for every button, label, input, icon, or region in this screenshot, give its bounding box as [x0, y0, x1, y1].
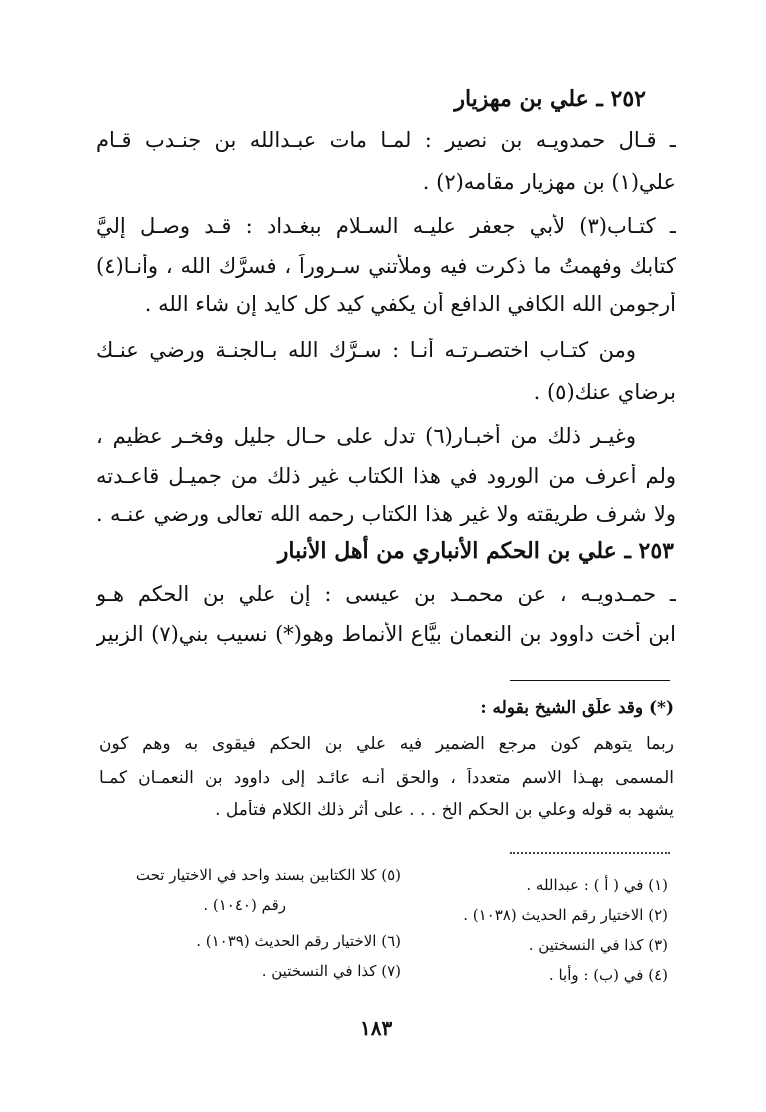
- entry-252-p3-line2: برضاي عنك(٥) .: [533, 380, 676, 404]
- entry-252-p2-line3: أرجومن الله الكافي الدافع أن يكفي كيد كل كايد إن شاء الله .: [144, 292, 676, 316]
- footnote-5: (٥) كلا الكتابين بسند واحد في الاختيار تحت: [135, 866, 401, 884]
- footnote-7: (٧) كذا في النسختين .: [261, 962, 401, 980]
- entry-253-heading: ٢٥٣ ـ علي بن الحكم الأنباري من أهل الأنبار: [277, 538, 674, 564]
- footnote-dotted-separator: [510, 852, 670, 854]
- entry-252-p3-line1: ومن كتـاب اختصـرتـه أنـا : سـرَّك الله بـالجنـة ورضي عنـك: [96, 338, 636, 362]
- footnote-6: (٦) الاختيار رقم الحديث (١٠٣٩) .: [196, 932, 401, 950]
- entry-252-p1-line2: علي(١) بن مهزيار مقامه(٢) .: [422, 170, 676, 194]
- entry-252-p2-line1: ـ كتـاب(٣) لأبي جعفر عليـه السـلام ببغـداد : قـد وصـل إليَّ: [96, 214, 676, 238]
- author-note-line1: ربما يتوهم كون مرجع الضمير فيه علي بن الحكم فيقوى به وهم كون: [99, 734, 674, 754]
- entry-252-p4-line1: وغيـر ذلك من أخبـار(٦) تدل على حـال جليل وفخـر عظيم ،: [96, 424, 636, 448]
- footnote-3: (٣) كذا في النسختين .: [528, 936, 668, 954]
- footnote-4: (٤) في (ب) : وأبا .: [548, 966, 668, 984]
- entry-253-p1-line1: ـ حمـدويـه ، عن محمـد بن عيسى : إن علي بن الحكم هـو: [96, 582, 676, 606]
- entry-253-p1-line2: ابن أُخت داوود بن النعمان بيَّاع الأنماط وهو(*) نسيب بني(٧) الزبير: [96, 622, 676, 646]
- entry-252-p2-line2: كتابك وفهمتُ ما ذكرت فيه وملأتني سـروراً ، فسرَّك الله ، وأنـا(٤): [96, 254, 676, 278]
- entry-252-p4-line2: ولم أعرف من الورود في هذا الكتاب غير ذلك من جميـل قاعـدته: [96, 464, 676, 488]
- footnote-2: (٢) الاختيار رقم الحديث (١٠٣٨) .: [463, 906, 668, 924]
- entry-252-heading: ٢٥٢ ـ علي بن مهزيار: [454, 86, 646, 112]
- footnote-5-cont: رقم (١٠٤٠) .: [203, 896, 286, 914]
- footnote-1: (١) في ( أ ) : عبدالله .: [526, 876, 668, 894]
- entry-252-p4-line3: ولا شرف طريقته ولا غير هذا الكتاب رحمه الله تعالى ورضي عنـه .: [96, 502, 676, 526]
- footnote-separator: [510, 680, 670, 681]
- entry-252-p1-line1: ـ قـال حمدويـه بن نصير : لمـا مات عبـدالله بن جنـدب قـام: [96, 128, 676, 152]
- author-note-title: (*) وقد علّق الشيخ بقوله :: [480, 698, 674, 718]
- author-note-line2: المسمى بهـذا الاسم متعدداً ، والحق أنـه عائـد إلى داوود بن النعمـان كمـا: [99, 768, 674, 788]
- author-note-line3: يشهد به قوله وعلي بن الحكم الخ . . . على أثر ذلك الكلام فتأمل .: [215, 800, 674, 820]
- page-number: ١٨٣: [360, 1016, 393, 1040]
